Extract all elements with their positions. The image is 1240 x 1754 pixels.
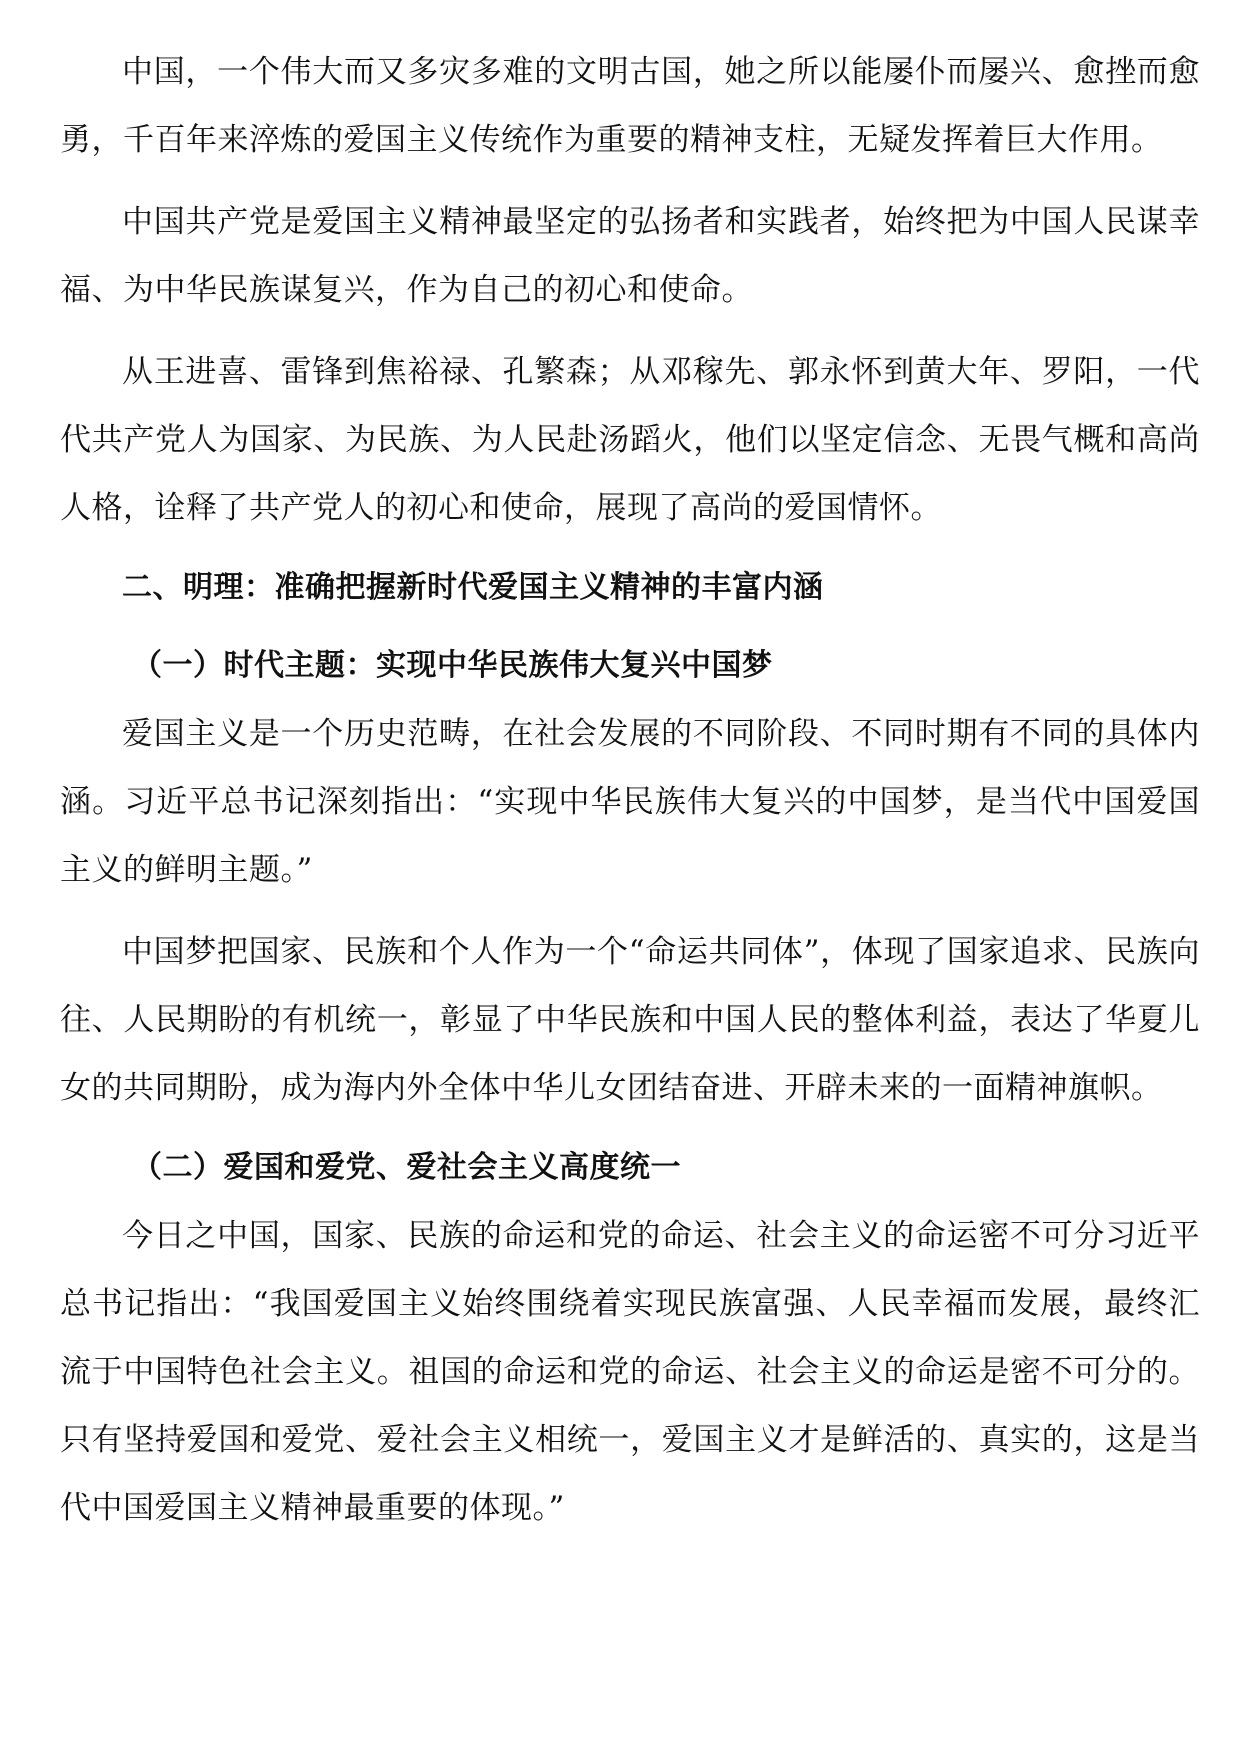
body-paragraph-5: 中国梦把国家、民族和个人作为一个“命运共同体”，体现了国家追求、民族向往、人民期盼的有机统一，彰显了中华民族和中国人民的整体利益，表达了华夏儿女的共同期盼，成为海内外全体中华儿女团结奋进、开辟未来的一面精神旗帜。 — [60, 934, 1200, 1106]
section-heading-2: 二、明理：准确把握新时代爱国主义精神的丰富内涵 — [122, 570, 824, 605]
body-paragraph-4: 爱国主义是一个历史范畴，在社会发展的不同阶段、不同时期有不同的具体内涵。习近平总书记深刻指出：“实现中华民族伟大复兴的中国梦，是当代中国爱国主义的鲜明主题。” — [60, 716, 1200, 888]
body-paragraph-3: 从王进喜、雷锋到焦裕禄、孔繁森；从邓稼先、郭永怀到黄大年、罗阳，一代代共产党人为国家、为民族、为人民赴汤蹈火，他们以坚定信念、无畏气概和高尚人格，诠释了共产党人的初心和使命，展现了高尚的爱国情怀。 — [60, 354, 1200, 526]
subsection-heading-2: （二）爱国和爱党、爱社会主义高度统一 — [132, 1150, 681, 1185]
body-paragraph-6: 今日之中国，国家、民族的命运和党的命运、社会主义的命运密不可分习近平总书记指出：“我国爱国主义始终围绕着实现民族富强、人民幸福而发展，最终汇流于中国特色社会主义。祖国的命运和党的命运、社会主义的命运是密不可分的。只有坚持爱国和爱党、爱社会主义相统一，爱国主义才是鲜活的、真实的，这是当代中国爱国主义精神最重要的体现。” — [60, 1218, 1200, 1526]
body-paragraph-1: 中国，一个伟大而又多灾多难的文明古国，她之所以能屡仆而屡兴、愈挫而愈勇，千百年来淬炼的爱国主义传统作为重要的精神支柱，无疑发挥着巨大作用。 — [60, 54, 1200, 158]
subsection-heading-1: （一）时代主题：实现中华民族伟大复兴中国梦 — [132, 648, 773, 683]
body-paragraph-2: 中国共产党是爱国主义精神最坚定的弘扬者和实践者，始终把为中国人民谋幸福、为中华民族谋复兴，作为自己的初心和使命。 — [60, 204, 1200, 308]
